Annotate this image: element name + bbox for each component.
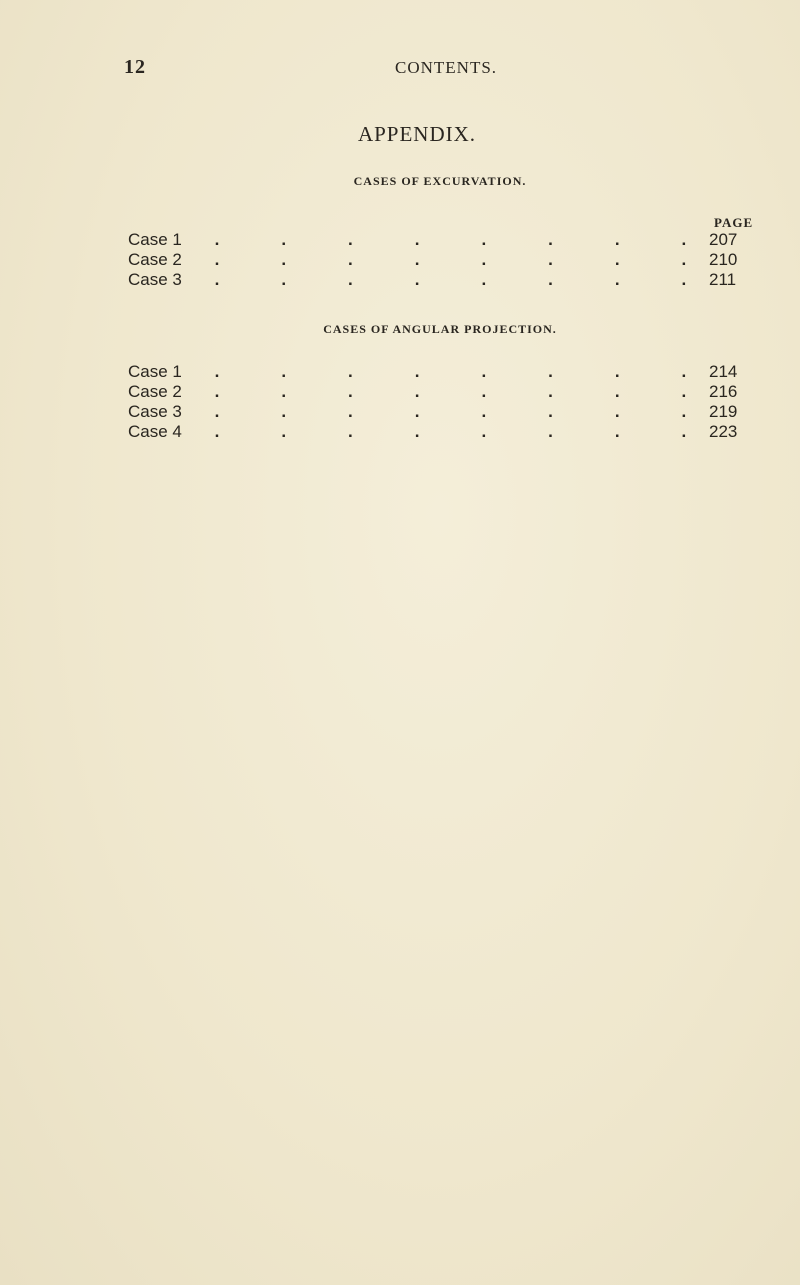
section-heading-angular-projection: CASES OF ANGULAR PROJECTION. [323, 322, 557, 336]
dot-leader: . . . . . . . . [214, 270, 687, 289]
toc-entry [128, 422, 768, 442]
toc-entry-page: 219 [709, 402, 738, 421]
toc-entry [128, 402, 768, 422]
toc-entry-page: 214 [709, 362, 738, 381]
dot-leader: . . . . . . . . [214, 230, 687, 249]
dot-leader: . . . . . . . . [214, 362, 687, 381]
toc-entry [128, 382, 768, 402]
toc-entry-page: 223 [709, 422, 738, 441]
toc-entry [128, 230, 768, 250]
toc-entry-label: Case 1 [128, 230, 182, 249]
toc-entry-label: Case 4 [128, 422, 182, 441]
toc-entry-page: 210 [709, 250, 738, 269]
toc-list-excurvation [128, 230, 768, 290]
running-head [0, 56, 800, 82]
dot-leader: . . . . . . . . [214, 422, 687, 441]
toc-entry-label: Case 2 [128, 382, 182, 401]
toc-entry-label: Case 3 [128, 270, 182, 289]
running-title: CONTENTS. [395, 58, 498, 77]
toc-entry-label: Case 2 [128, 250, 182, 269]
page-number: 12 [124, 56, 146, 78]
toc-entry [128, 250, 768, 270]
toc-entry-page: 216 [709, 382, 738, 401]
toc-entry-page: 207 [709, 230, 738, 249]
toc-entry-page: 211 [709, 270, 737, 289]
toc-entry [128, 362, 768, 382]
dot-leader: . . . . . . . . [214, 382, 687, 401]
section-heading-excurvation: CASES OF EXCURVATION. [353, 174, 527, 188]
dot-leader: . . . . . . . . [214, 402, 687, 421]
page-column-label: PAGE [714, 215, 754, 230]
appendix-title: APPENDIX. [357, 122, 477, 146]
toc-list-angular-projection [128, 362, 768, 442]
toc-entry-label: Case 3 [128, 402, 182, 421]
dot-leader: . . . . . . . . [214, 250, 687, 269]
toc-entry [128, 270, 768, 290]
toc-entry-label: Case 1 [128, 362, 182, 381]
